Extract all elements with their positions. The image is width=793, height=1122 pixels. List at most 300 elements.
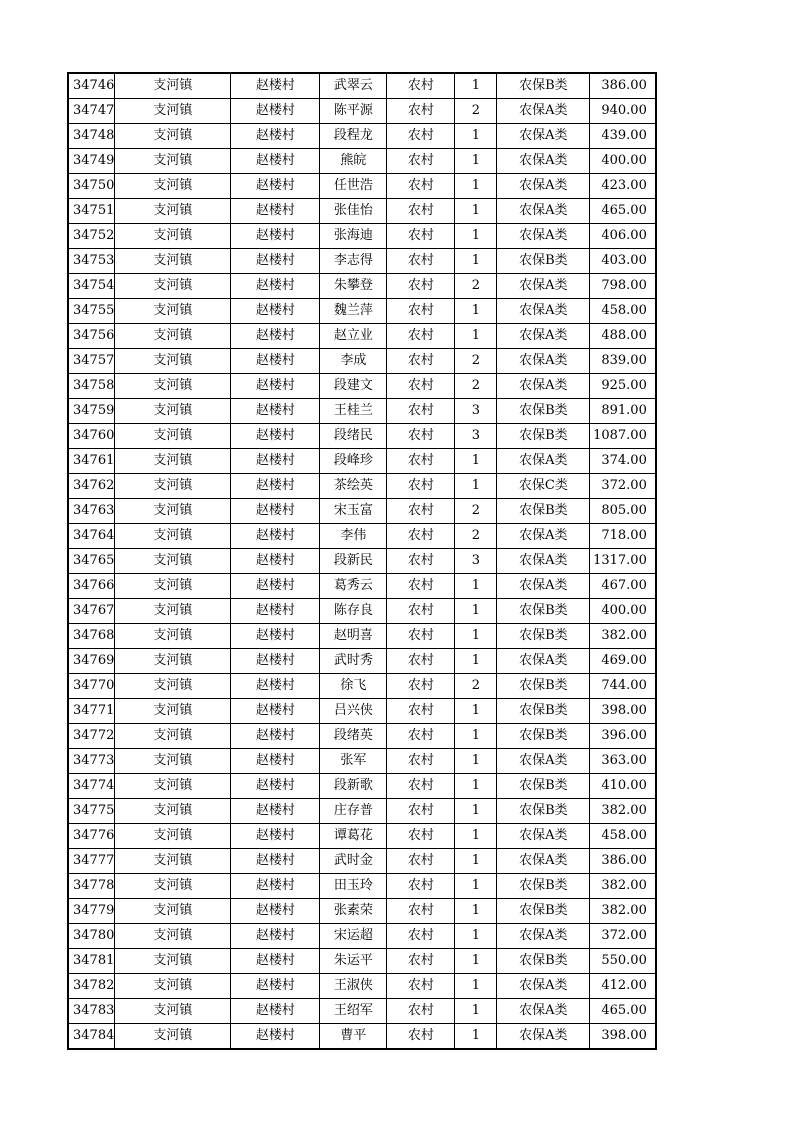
cell-insurance-category: 农保A类 xyxy=(497,549,590,574)
cell-household-type: 农村 xyxy=(387,774,455,799)
cell-name: 张军 xyxy=(320,749,387,774)
cell-village: 赵楼村 xyxy=(231,73,320,99)
cell-amount: 386.00 xyxy=(590,849,656,874)
cell-insurance-category: 农保A类 xyxy=(497,1024,590,1050)
cell-amount: 925.00 xyxy=(590,374,656,399)
cell-village: 赵楼村 xyxy=(231,499,320,524)
cell-member-count: 1 xyxy=(455,73,497,99)
cell-name: 武时秀 xyxy=(320,649,387,674)
cell-member-count: 1 xyxy=(455,199,497,224)
cell-household-type: 农村 xyxy=(387,574,455,599)
cell-household-type: 农村 xyxy=(387,849,455,874)
cell-record-id: 34761 xyxy=(68,449,115,474)
cell-village: 赵楼村 xyxy=(231,849,320,874)
cell-insurance-category: 农保B类 xyxy=(497,499,590,524)
cell-amount: 805.00 xyxy=(590,499,656,524)
cell-member-count: 1 xyxy=(455,174,497,199)
cell-record-id: 34780 xyxy=(68,924,115,949)
cell-member-count: 1 xyxy=(455,624,497,649)
cell-town: 支河镇 xyxy=(115,724,231,749)
table-row xyxy=(68,499,656,524)
cell-member-count: 1 xyxy=(455,974,497,999)
cell-record-id: 34783 xyxy=(68,999,115,1024)
table-row xyxy=(68,374,656,399)
cell-record-id: 34770 xyxy=(68,674,115,699)
table-row xyxy=(68,299,656,324)
table-row xyxy=(68,124,656,149)
cell-name: 段建文 xyxy=(320,374,387,399)
cell-village: 赵楼村 xyxy=(231,624,320,649)
cell-name: 张佳怡 xyxy=(320,199,387,224)
cell-amount: 839.00 xyxy=(590,349,656,374)
cell-member-count: 1 xyxy=(455,799,497,824)
cell-village: 赵楼村 xyxy=(231,999,320,1024)
cell-member-count: 2 xyxy=(455,674,497,699)
cell-village: 赵楼村 xyxy=(231,174,320,199)
table-row xyxy=(68,724,656,749)
cell-village: 赵楼村 xyxy=(231,474,320,499)
cell-amount: 439.00 xyxy=(590,124,656,149)
cell-name: 段程龙 xyxy=(320,124,387,149)
cell-name: 宋运超 xyxy=(320,924,387,949)
cell-record-id: 34750 xyxy=(68,174,115,199)
cell-name: 宋玉富 xyxy=(320,499,387,524)
cell-insurance-category: 农保B类 xyxy=(497,73,590,99)
cell-name: 王绍军 xyxy=(320,999,387,1024)
cell-name: 赵立业 xyxy=(320,324,387,349)
cell-amount: 458.00 xyxy=(590,299,656,324)
cell-record-id: 34774 xyxy=(68,774,115,799)
cell-insurance-category: 农保B类 xyxy=(497,874,590,899)
cell-household-type: 农村 xyxy=(387,974,455,999)
table-row xyxy=(68,474,656,499)
cell-member-count: 3 xyxy=(455,399,497,424)
cell-name: 李伟 xyxy=(320,524,387,549)
cell-amount: 550.00 xyxy=(590,949,656,974)
cell-member-count: 1 xyxy=(455,224,497,249)
cell-member-count: 1 xyxy=(455,849,497,874)
cell-insurance-category: 农保B类 xyxy=(497,424,590,449)
cell-record-id: 34760 xyxy=(68,424,115,449)
cell-town: 支河镇 xyxy=(115,599,231,624)
cell-village: 赵楼村 xyxy=(231,449,320,474)
cell-village: 赵楼村 xyxy=(231,574,320,599)
cell-amount: 382.00 xyxy=(590,624,656,649)
cell-town: 支河镇 xyxy=(115,274,231,299)
cell-insurance-category: 农保B类 xyxy=(497,699,590,724)
cell-town: 支河镇 xyxy=(115,124,231,149)
cell-town: 支河镇 xyxy=(115,549,231,574)
table-row xyxy=(68,699,656,724)
cell-village: 赵楼村 xyxy=(231,699,320,724)
cell-record-id: 34772 xyxy=(68,724,115,749)
cell-insurance-category: 农保A类 xyxy=(497,574,590,599)
cell-town: 支河镇 xyxy=(115,699,231,724)
cell-town: 支河镇 xyxy=(115,449,231,474)
table-row xyxy=(68,324,656,349)
cell-name: 徐飞 xyxy=(320,674,387,699)
cell-amount: 458.00 xyxy=(590,824,656,849)
cell-town: 支河镇 xyxy=(115,324,231,349)
cell-amount: 406.00 xyxy=(590,224,656,249)
cell-household-type: 农村 xyxy=(387,724,455,749)
cell-member-count: 2 xyxy=(455,499,497,524)
cell-household-type: 农村 xyxy=(387,349,455,374)
cell-household-type: 农村 xyxy=(387,499,455,524)
cell-village: 赵楼村 xyxy=(231,549,320,574)
cell-record-id: 34763 xyxy=(68,499,115,524)
cell-name: 谭葛花 xyxy=(320,824,387,849)
cell-amount: 396.00 xyxy=(590,724,656,749)
cell-household-type: 农村 xyxy=(387,399,455,424)
cell-record-id: 34748 xyxy=(68,124,115,149)
table-body xyxy=(68,73,656,1049)
cell-member-count: 1 xyxy=(455,149,497,174)
cell-name: 庄存普 xyxy=(320,799,387,824)
cell-amount: 400.00 xyxy=(590,599,656,624)
cell-town: 支河镇 xyxy=(115,974,231,999)
table-row xyxy=(68,749,656,774)
cell-village: 赵楼村 xyxy=(231,749,320,774)
cell-amount: 1317.00 xyxy=(590,549,656,574)
cell-household-type: 农村 xyxy=(387,324,455,349)
cell-insurance-category: 农保B类 xyxy=(497,899,590,924)
cell-amount: 940.00 xyxy=(590,99,656,124)
cell-amount: 372.00 xyxy=(590,474,656,499)
cell-name: 武翠云 xyxy=(320,73,387,99)
cell-name: 陈存良 xyxy=(320,599,387,624)
cell-village: 赵楼村 xyxy=(231,949,320,974)
table-row xyxy=(68,174,656,199)
cell-record-id: 34756 xyxy=(68,324,115,349)
cell-town: 支河镇 xyxy=(115,73,231,99)
cell-town: 支河镇 xyxy=(115,774,231,799)
cell-insurance-category: 农保B类 xyxy=(497,949,590,974)
cell-household-type: 农村 xyxy=(387,799,455,824)
cell-amount: 718.00 xyxy=(590,524,656,549)
cell-insurance-category: 农保A类 xyxy=(497,274,590,299)
cell-household-type: 农村 xyxy=(387,474,455,499)
cell-member-count: 1 xyxy=(455,299,497,324)
cell-village: 赵楼村 xyxy=(231,524,320,549)
cell-insurance-category: 农保A类 xyxy=(497,999,590,1024)
cell-village: 赵楼村 xyxy=(231,224,320,249)
cell-member-count: 2 xyxy=(455,524,497,549)
cell-household-type: 农村 xyxy=(387,699,455,724)
cell-member-count: 1 xyxy=(455,999,497,1024)
cell-name: 曹平 xyxy=(320,1024,387,1050)
cell-household-type: 农村 xyxy=(387,73,455,99)
table-row xyxy=(68,974,656,999)
cell-household-type: 农村 xyxy=(387,99,455,124)
cell-amount: 465.00 xyxy=(590,199,656,224)
cell-amount: 1087.00 xyxy=(590,424,656,449)
cell-member-count: 1 xyxy=(455,824,497,849)
cell-amount: 469.00 xyxy=(590,649,656,674)
table-row xyxy=(68,649,656,674)
cell-amount: 744.00 xyxy=(590,674,656,699)
cell-record-id: 34759 xyxy=(68,399,115,424)
cell-town: 支河镇 xyxy=(115,1024,231,1050)
cell-town: 支河镇 xyxy=(115,299,231,324)
cell-town: 支河镇 xyxy=(115,524,231,549)
cell-insurance-category: 农保A类 xyxy=(497,449,590,474)
cell-amount: 398.00 xyxy=(590,699,656,724)
cell-name: 李成 xyxy=(320,349,387,374)
cell-insurance-category: 农保B类 xyxy=(497,624,590,649)
cell-amount: 488.00 xyxy=(590,324,656,349)
cell-insurance-category: 农保B类 xyxy=(497,399,590,424)
cell-member-count: 1 xyxy=(455,249,497,274)
cell-village: 赵楼村 xyxy=(231,299,320,324)
cell-member-count: 1 xyxy=(455,599,497,624)
cell-town: 支河镇 xyxy=(115,474,231,499)
cell-record-id: 34777 xyxy=(68,849,115,874)
cell-household-type: 农村 xyxy=(387,174,455,199)
cell-insurance-category: 农保A类 xyxy=(497,974,590,999)
cell-record-id: 34765 xyxy=(68,549,115,574)
cell-household-type: 农村 xyxy=(387,824,455,849)
cell-name: 朱攀登 xyxy=(320,274,387,299)
cell-town: 支河镇 xyxy=(115,349,231,374)
cell-record-id: 34762 xyxy=(68,474,115,499)
cell-household-type: 农村 xyxy=(387,199,455,224)
cell-record-id: 34782 xyxy=(68,974,115,999)
cell-household-type: 农村 xyxy=(387,949,455,974)
cell-household-type: 农村 xyxy=(387,549,455,574)
cell-household-type: 农村 xyxy=(387,899,455,924)
cell-village: 赵楼村 xyxy=(231,599,320,624)
cell-household-type: 农村 xyxy=(387,524,455,549)
cell-name: 魏兰萍 xyxy=(320,299,387,324)
cell-village: 赵楼村 xyxy=(231,874,320,899)
table-row xyxy=(68,524,656,549)
cell-member-count: 1 xyxy=(455,924,497,949)
cell-village: 赵楼村 xyxy=(231,974,320,999)
cell-household-type: 农村 xyxy=(387,274,455,299)
cell-record-id: 34746 xyxy=(68,73,115,99)
cell-record-id: 34767 xyxy=(68,599,115,624)
table-row xyxy=(68,449,656,474)
cell-insurance-category: 农保B类 xyxy=(497,249,590,274)
cell-village: 赵楼村 xyxy=(231,99,320,124)
cell-household-type: 农村 xyxy=(387,249,455,274)
cell-village: 赵楼村 xyxy=(231,324,320,349)
cell-record-id: 34775 xyxy=(68,799,115,824)
cell-town: 支河镇 xyxy=(115,749,231,774)
cell-household-type: 农村 xyxy=(387,999,455,1024)
cell-household-type: 农村 xyxy=(387,224,455,249)
cell-record-id: 34769 xyxy=(68,649,115,674)
cell-name: 段绪英 xyxy=(320,724,387,749)
cell-amount: 410.00 xyxy=(590,774,656,799)
cell-record-id: 34781 xyxy=(68,949,115,974)
cell-member-count: 1 xyxy=(455,324,497,349)
cell-town: 支河镇 xyxy=(115,574,231,599)
table-row xyxy=(68,349,656,374)
table-row xyxy=(68,999,656,1024)
cell-town: 支河镇 xyxy=(115,624,231,649)
cell-household-type: 农村 xyxy=(387,674,455,699)
cell-insurance-category: 农保A类 xyxy=(497,324,590,349)
cell-member-count: 1 xyxy=(455,649,497,674)
table-row xyxy=(68,549,656,574)
cell-village: 赵楼村 xyxy=(231,399,320,424)
cell-amount: 891.00 xyxy=(590,399,656,424)
cell-insurance-category: 农保A类 xyxy=(497,749,590,774)
cell-record-id: 34766 xyxy=(68,574,115,599)
cell-insurance-category: 农保B类 xyxy=(497,674,590,699)
cell-record-id: 34771 xyxy=(68,699,115,724)
cell-amount: 372.00 xyxy=(590,924,656,949)
table-row xyxy=(68,799,656,824)
cell-household-type: 农村 xyxy=(387,624,455,649)
cell-member-count: 2 xyxy=(455,99,497,124)
cell-record-id: 34757 xyxy=(68,349,115,374)
cell-record-id: 34758 xyxy=(68,374,115,399)
cell-household-type: 农村 xyxy=(387,749,455,774)
cell-member-count: 1 xyxy=(455,949,497,974)
cell-insurance-category: 农保A类 xyxy=(497,649,590,674)
cell-name: 陈平源 xyxy=(320,99,387,124)
table-row xyxy=(68,849,656,874)
cell-name: 任世浩 xyxy=(320,174,387,199)
cell-town: 支河镇 xyxy=(115,824,231,849)
cell-member-count: 3 xyxy=(455,424,497,449)
cell-town: 支河镇 xyxy=(115,999,231,1024)
cell-record-id: 34773 xyxy=(68,749,115,774)
table-row xyxy=(68,924,656,949)
cell-amount: 382.00 xyxy=(590,899,656,924)
cell-town: 支河镇 xyxy=(115,224,231,249)
cell-insurance-category: 农保A类 xyxy=(497,349,590,374)
cell-village: 赵楼村 xyxy=(231,799,320,824)
table-row xyxy=(68,774,656,799)
cell-amount: 386.00 xyxy=(590,73,656,99)
cell-insurance-category: 农保A类 xyxy=(497,299,590,324)
cell-name: 朱运平 xyxy=(320,949,387,974)
cell-insurance-category: 农保B类 xyxy=(497,724,590,749)
cell-record-id: 34764 xyxy=(68,524,115,549)
cell-name: 吕兴侠 xyxy=(320,699,387,724)
cell-name: 葛秀云 xyxy=(320,574,387,599)
cell-village: 赵楼村 xyxy=(231,674,320,699)
cell-member-count: 1 xyxy=(455,449,497,474)
table-row xyxy=(68,149,656,174)
cell-town: 支河镇 xyxy=(115,849,231,874)
cell-amount: 374.00 xyxy=(590,449,656,474)
cell-record-id: 34779 xyxy=(68,899,115,924)
cell-record-id: 34776 xyxy=(68,824,115,849)
cell-village: 赵楼村 xyxy=(231,924,320,949)
cell-amount: 465.00 xyxy=(590,999,656,1024)
cell-insurance-category: 农保B类 xyxy=(497,799,590,824)
cell-name: 田玉玲 xyxy=(320,874,387,899)
cell-household-type: 农村 xyxy=(387,649,455,674)
cell-name: 茶绘英 xyxy=(320,474,387,499)
cell-amount: 412.00 xyxy=(590,974,656,999)
table-row xyxy=(68,99,656,124)
cell-name: 段绪民 xyxy=(320,424,387,449)
cell-village: 赵楼村 xyxy=(231,274,320,299)
cell-village: 赵楼村 xyxy=(231,774,320,799)
cell-village: 赵楼村 xyxy=(231,124,320,149)
cell-town: 支河镇 xyxy=(115,149,231,174)
table-row xyxy=(68,899,656,924)
cell-town: 支河镇 xyxy=(115,949,231,974)
cell-town: 支河镇 xyxy=(115,924,231,949)
cell-household-type: 农村 xyxy=(387,924,455,949)
table-row xyxy=(68,599,656,624)
cell-record-id: 34768 xyxy=(68,624,115,649)
cell-household-type: 农村 xyxy=(387,449,455,474)
cell-household-type: 农村 xyxy=(387,299,455,324)
cell-town: 支河镇 xyxy=(115,399,231,424)
cell-insurance-category: 农保A类 xyxy=(497,199,590,224)
cell-insurance-category: 农保A类 xyxy=(497,524,590,549)
cell-member-count: 1 xyxy=(455,124,497,149)
cell-name: 李志得 xyxy=(320,249,387,274)
table-row xyxy=(68,274,656,299)
cell-village: 赵楼村 xyxy=(231,149,320,174)
cell-town: 支河镇 xyxy=(115,799,231,824)
cell-village: 赵楼村 xyxy=(231,724,320,749)
table-row xyxy=(68,249,656,274)
cell-record-id: 34754 xyxy=(68,274,115,299)
cell-record-id: 34753 xyxy=(68,249,115,274)
table-row xyxy=(68,1024,656,1050)
cell-town: 支河镇 xyxy=(115,199,231,224)
cell-village: 赵楼村 xyxy=(231,899,320,924)
cell-record-id: 34778 xyxy=(68,874,115,899)
cell-member-count: 1 xyxy=(455,899,497,924)
cell-member-count: 1 xyxy=(455,724,497,749)
cell-insurance-category: 农保A类 xyxy=(497,824,590,849)
table-row xyxy=(68,574,656,599)
cell-town: 支河镇 xyxy=(115,499,231,524)
table-row xyxy=(68,73,656,99)
cell-household-type: 农村 xyxy=(387,1024,455,1050)
cell-member-count: 1 xyxy=(455,699,497,724)
cell-amount: 798.00 xyxy=(590,274,656,299)
cell-amount: 363.00 xyxy=(590,749,656,774)
cell-amount: 403.00 xyxy=(590,249,656,274)
cell-town: 支河镇 xyxy=(115,649,231,674)
cell-household-type: 农村 xyxy=(387,599,455,624)
cell-household-type: 农村 xyxy=(387,124,455,149)
cell-amount: 382.00 xyxy=(590,799,656,824)
cell-amount: 382.00 xyxy=(590,874,656,899)
cell-member-count: 2 xyxy=(455,349,497,374)
cell-name: 段峰珍 xyxy=(320,449,387,474)
cell-record-id: 34747 xyxy=(68,99,115,124)
cell-insurance-category: 农保A类 xyxy=(497,924,590,949)
cell-village: 赵楼村 xyxy=(231,824,320,849)
table-row xyxy=(68,424,656,449)
cell-name: 王淑侠 xyxy=(320,974,387,999)
table-row xyxy=(68,874,656,899)
cell-household-type: 农村 xyxy=(387,149,455,174)
cell-village: 赵楼村 xyxy=(231,649,320,674)
cell-household-type: 农村 xyxy=(387,874,455,899)
table-row xyxy=(68,674,656,699)
cell-insurance-category: 农保A类 xyxy=(497,849,590,874)
cell-insurance-category: 农保A类 xyxy=(497,174,590,199)
table-row xyxy=(68,199,656,224)
cell-insurance-category: 农保A类 xyxy=(497,374,590,399)
cell-village: 赵楼村 xyxy=(231,349,320,374)
cell-insurance-category: 农保B类 xyxy=(497,599,590,624)
